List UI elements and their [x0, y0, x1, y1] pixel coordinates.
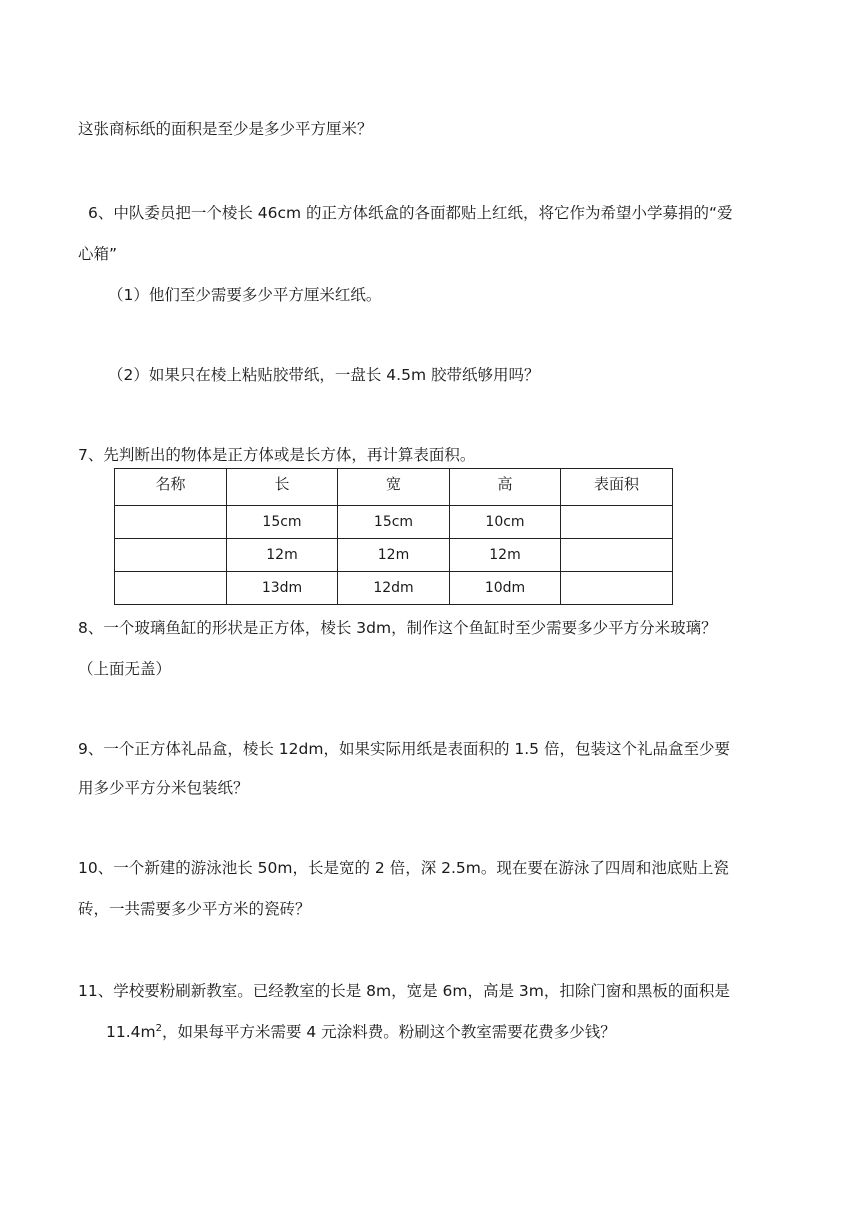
table-row — [115, 539, 673, 572]
cell-name[interactable] — [115, 539, 227, 572]
cell-name[interactable] — [115, 506, 227, 539]
header-surface-area: 表面积 — [561, 469, 673, 506]
header-height: 高 — [450, 469, 561, 506]
cell-name[interactable] — [115, 572, 227, 605]
question-9-line-1: 9、一个正方体礼品盒，棱长 12dm，如果实际用纸是表面积的 1.5 倍，包装这个礼品盒至少要 — [78, 740, 730, 758]
table-row — [115, 572, 673, 605]
cell-length: 12m — [227, 539, 338, 572]
cell-length: 15cm — [227, 506, 338, 539]
cell-height: 10cm — [450, 506, 561, 539]
question-10-line-1: 10、一个新建的游泳池长 50m，长是宽的 2 倍，深 2.5m。现在要在游泳了四周和池底贴上瓷 — [78, 859, 729, 877]
table-row — [115, 506, 673, 539]
header-name: 名称 — [115, 469, 227, 506]
area-exponent: 2 — [155, 1022, 162, 1034]
area-value: 11.4m — [106, 1023, 156, 1041]
question-6-part-2: （2）如果只在棱上粘贴胶带纸，一盘长 4.5m 胶带纸够用吗？ — [108, 366, 540, 384]
cell-surface-area[interactable] — [561, 506, 673, 539]
dimensions-table — [114, 468, 673, 605]
cell-height: 12m — [450, 539, 561, 572]
cell-height: 10dm — [450, 572, 561, 605]
table-header-row — [115, 469, 673, 506]
question-11-line-2 — [106, 1021, 616, 1043]
question-11-rest: ，如果每平方米需要 4 元涂料费。粉刷这个教室需要花费多少钱？ — [162, 1023, 616, 1041]
cell-width: 12m — [338, 539, 450, 572]
header-length: 长 — [227, 469, 338, 506]
cell-length: 13dm — [227, 572, 338, 605]
question-11-line-1: 11、学校要粉刷新教室。已经教室的长是 8m，宽是 6m，高是 3m，扣除门窗和黑板的面积是 — [78, 982, 730, 1000]
cell-surface-area[interactable] — [561, 572, 673, 605]
cell-width: 15cm — [338, 506, 450, 539]
cell-surface-area[interactable] — [561, 539, 673, 572]
question-6-part-1: （1）他们至少需要多少平方厘米红纸。 — [108, 286, 382, 304]
question-6-line-1: 6、中队委员把一个棱长 46cm 的正方体纸盒的各面都贴上红纸，将它作为希望小学募捐的“爱 — [88, 204, 733, 222]
question-8-line-1: 8、一个玻璃鱼缸的形状是正方体，棱长 3dm，制作这个鱼缸时至少需要多少平方分米玻璃？ — [78, 619, 717, 637]
question-7: 7、先判断出的物体是正方体或是长方体，再计算表面积。 — [78, 446, 476, 464]
question-8-line-2: （上面无盖） — [78, 660, 172, 678]
question-9-line-2: 用多少平方分米包装纸？ — [78, 779, 249, 797]
header-width: 宽 — [338, 469, 450, 506]
cell-width: 12dm — [338, 572, 450, 605]
question-6-line-2: 心箱” — [78, 245, 118, 263]
question-10-line-2: 砖，一共需要多少平方米的瓷砖？ — [78, 900, 311, 918]
question-5-tail: 这张商标纸的面积是至少是多少平方厘米？ — [78, 120, 373, 138]
